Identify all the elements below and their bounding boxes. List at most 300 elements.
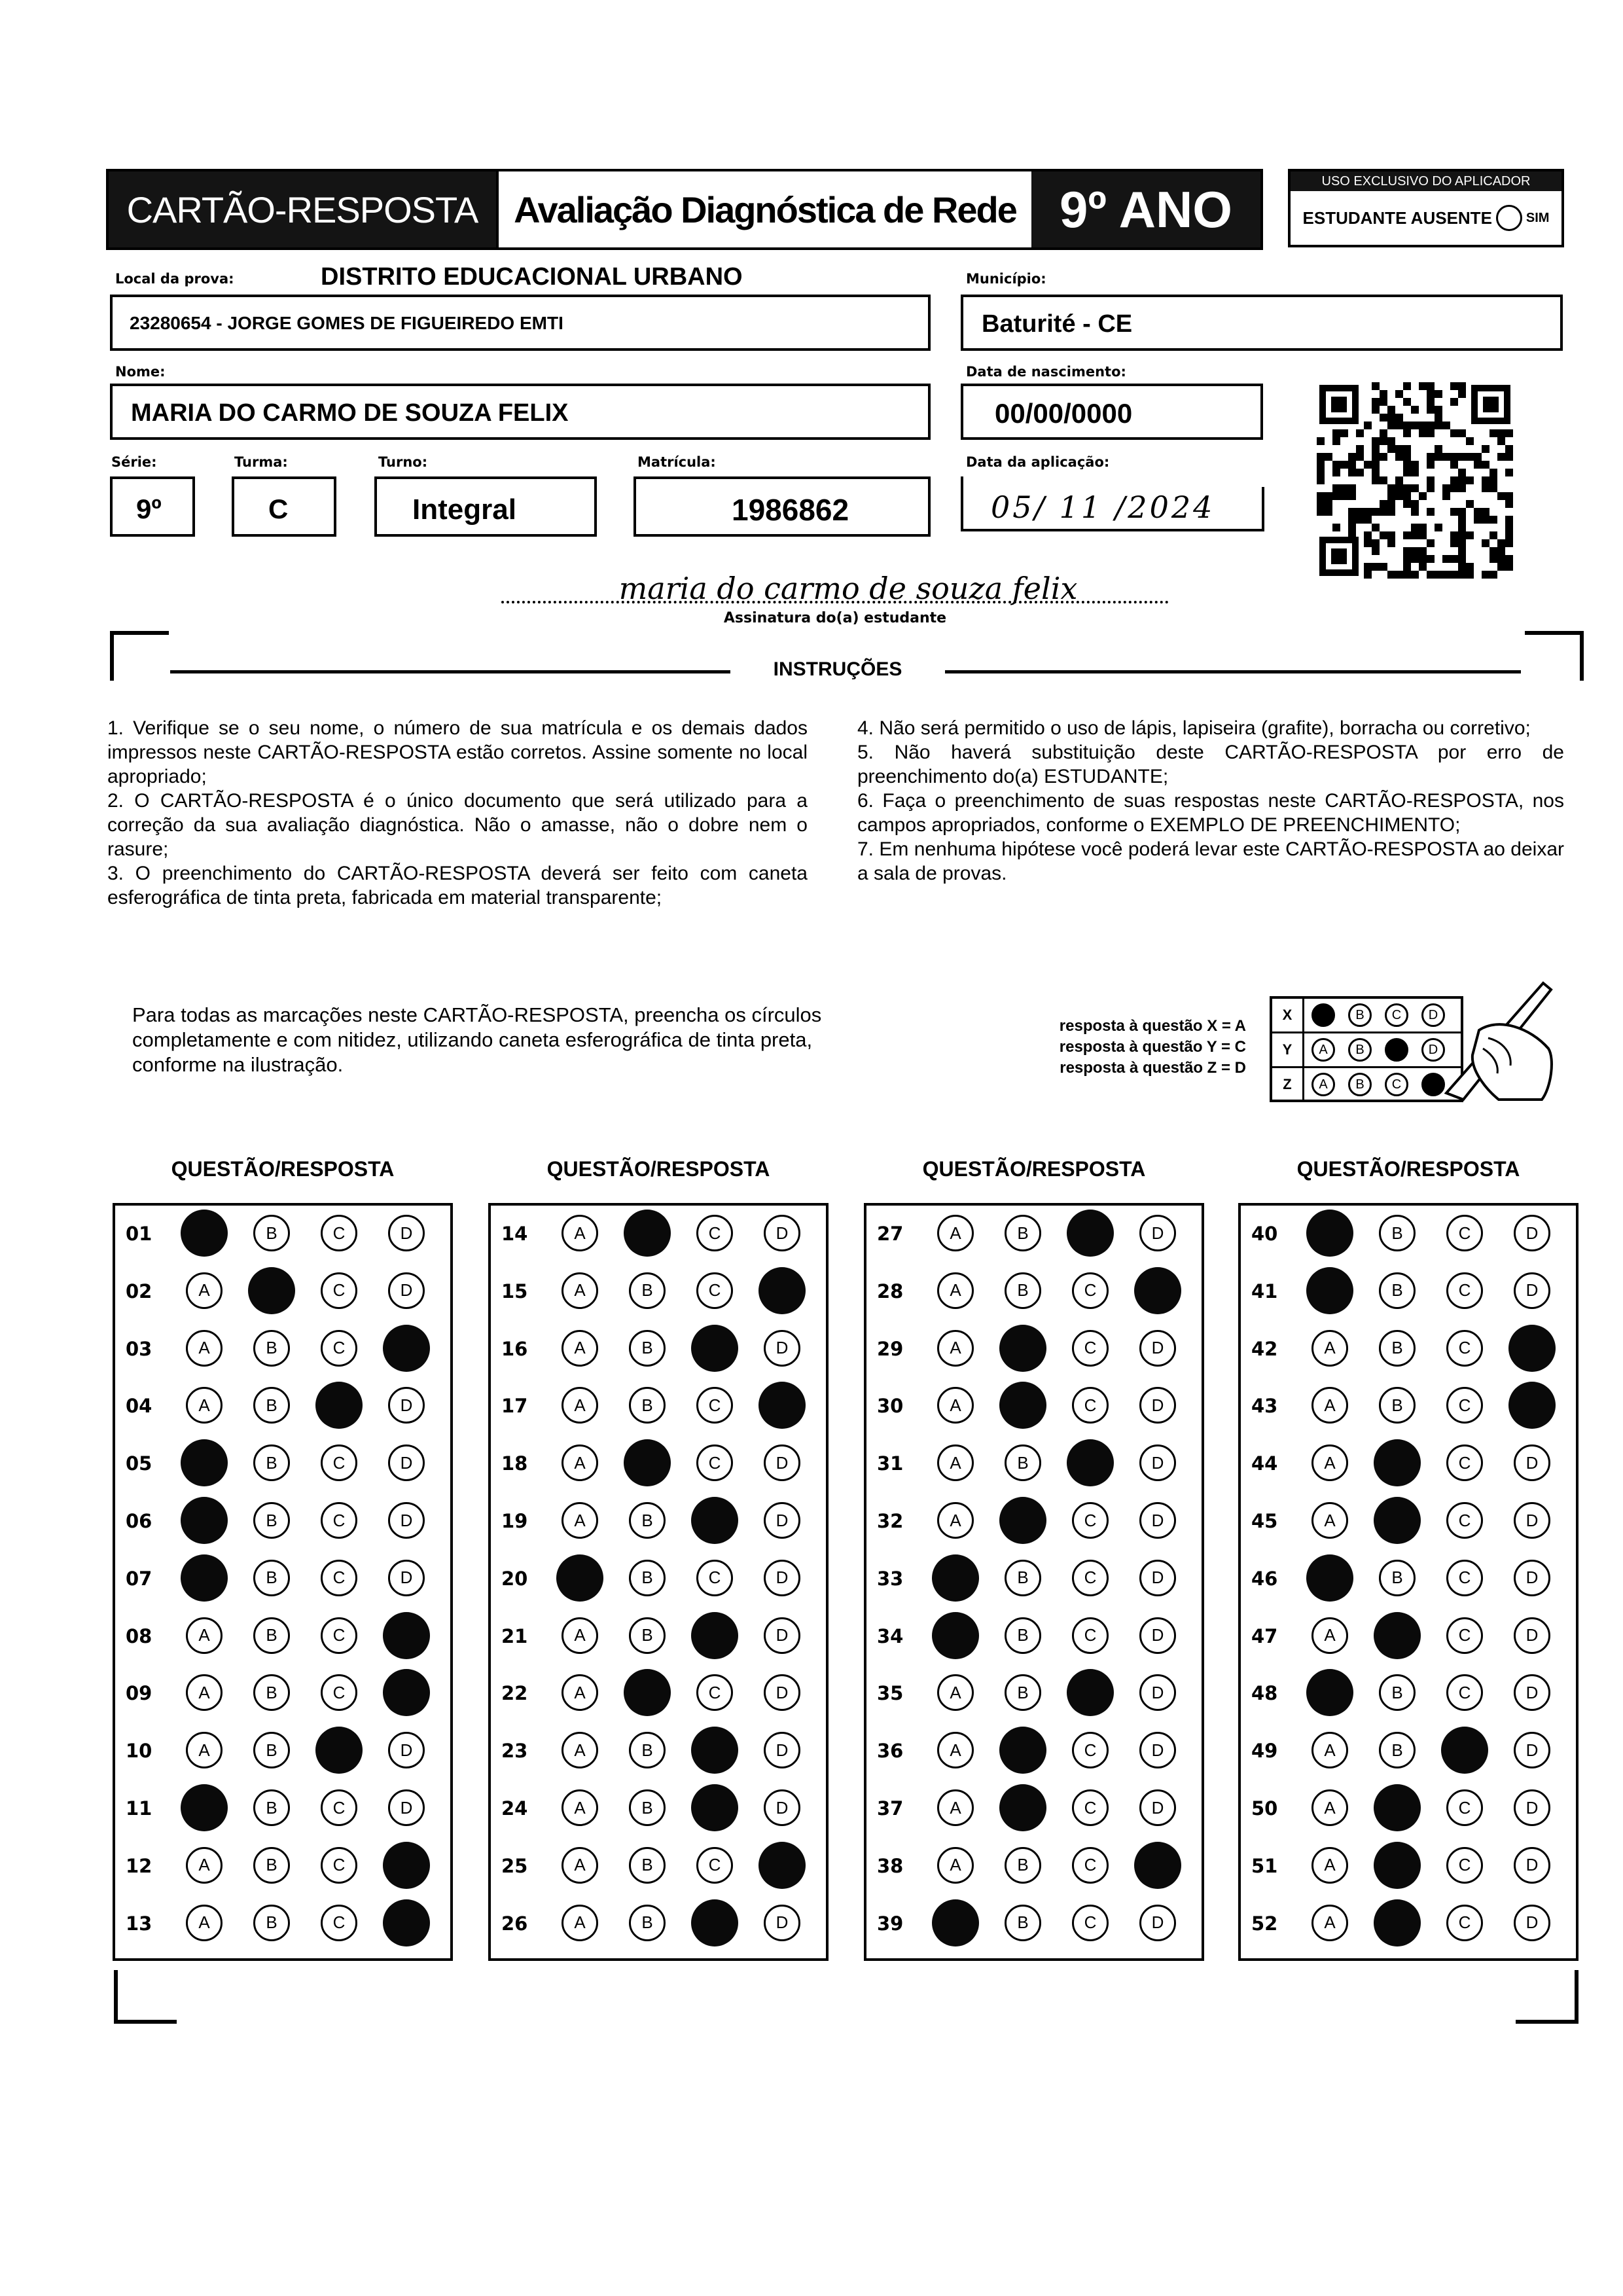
answer-bubble[interactable]: C xyxy=(1072,1789,1109,1826)
local-label: Local da prova: xyxy=(115,271,234,287)
answer-bubble[interactable]: D xyxy=(1139,1215,1176,1251)
aplicacao-value: 05/ 11 /2024 xyxy=(991,490,1215,525)
answer-bubble[interactable]: A xyxy=(562,1905,598,1941)
answer-bubble[interactable]: D xyxy=(1139,1560,1176,1596)
answer-bubble[interactable]: A xyxy=(937,1789,974,1826)
answer-bubble[interactable]: D xyxy=(1514,1732,1550,1768)
instruction-4: 4. Não será permitido o uso de lápis, lapiseira (grafite), borracha ou corretivo; xyxy=(857,717,1531,739)
answer-bubble[interactable]: C xyxy=(321,1560,357,1596)
answer-bubble[interactable]: B xyxy=(629,1617,666,1654)
answer-bubble[interactable] xyxy=(315,1382,363,1429)
answer-bubble[interactable]: A xyxy=(562,1215,598,1251)
answer-bubble[interactable] xyxy=(383,1325,430,1372)
answer-bubble[interactable]: B xyxy=(629,1905,666,1941)
answer-bubble[interactable]: D xyxy=(1514,1560,1550,1596)
question-number: 52 xyxy=(1251,1912,1278,1935)
answer-bubble[interactable] xyxy=(181,1784,228,1831)
pen-hand-icon xyxy=(1420,978,1558,1109)
answer-bubble[interactable]: D xyxy=(1514,1674,1550,1711)
answer-bubble[interactable]: B xyxy=(1005,1215,1041,1251)
serie-value: 9º xyxy=(136,493,162,524)
answer-bubble[interactable] xyxy=(1306,1267,1353,1314)
answer-bubble[interactable] xyxy=(1306,1210,1353,1257)
answer-bubble[interactable]: B xyxy=(1379,1330,1416,1367)
answer-bubble[interactable]: B xyxy=(1005,1444,1041,1481)
answer-bubble[interactable] xyxy=(999,1382,1046,1429)
answer-bubble[interactable]: D xyxy=(1139,1732,1176,1768)
answer-bubble[interactable]: C xyxy=(321,1617,357,1654)
answer-bubble[interactable]: D xyxy=(1139,1789,1176,1826)
answer-bubble[interactable]: D xyxy=(1514,1905,1550,1941)
absent-bubble[interactable] xyxy=(1496,205,1522,231)
answer-bubble[interactable]: B xyxy=(253,1905,290,1941)
answer-bubble[interactable] xyxy=(181,1210,228,1257)
answer-bubble[interactable]: B xyxy=(253,1330,290,1367)
grade-year: 9º ANO xyxy=(1031,171,1260,247)
corner-top-left xyxy=(110,631,169,681)
answer-bubble[interactable]: A xyxy=(937,1444,974,1481)
answer-bubble[interactable] xyxy=(1306,1669,1353,1716)
instruction-6: 6. Faça o preenchimento de suas respostas neste CARTÃO-RESPOSTA, nos campos apropriados, conforme o EXEMPLO DE PREENCHIMENTO; xyxy=(857,790,1564,836)
answer-bubble[interactable]: A xyxy=(562,1330,598,1367)
question-number: 51 xyxy=(1251,1854,1278,1877)
example-legend xyxy=(1031,1016,1246,1079)
question-number: 14 xyxy=(501,1223,528,1245)
answer-bubble[interactable]: C xyxy=(696,1674,733,1711)
question-number: 47 xyxy=(1251,1624,1278,1647)
answer-bubble[interactable] xyxy=(691,1784,738,1831)
nascimento-box xyxy=(961,384,1263,440)
answer-bubble[interactable]: C xyxy=(321,1330,357,1367)
answer-bubble[interactable] xyxy=(932,1899,979,1946)
turno-box xyxy=(374,476,597,537)
answer-bubble[interactable]: A xyxy=(562,1617,598,1654)
question-number: 23 xyxy=(501,1740,528,1763)
answer-bubble[interactable]: A xyxy=(562,1847,598,1884)
answer-bubble[interactable]: A xyxy=(186,1732,223,1768)
answer-bubble[interactable] xyxy=(932,1554,979,1602)
answer-bubble[interactable]: C xyxy=(1072,1560,1109,1596)
answer-bubble[interactable]: B xyxy=(629,1330,666,1367)
matricula-label: Matrícula: xyxy=(637,454,716,470)
answer-bubble[interactable]: B xyxy=(1379,1387,1416,1424)
answer-bubble[interactable]: B xyxy=(1379,1215,1416,1251)
corner-top-right xyxy=(1525,631,1584,681)
answer-bubble[interactable]: C xyxy=(1446,1272,1483,1309)
answer-bubble[interactable]: A xyxy=(937,1674,974,1711)
answer-bubble[interactable]: D xyxy=(764,1560,800,1596)
answer-bubble[interactable]: B xyxy=(253,1674,290,1711)
question-number: 45 xyxy=(1251,1510,1278,1532)
answer-bubble[interactable] xyxy=(758,1267,806,1314)
answer-bubble[interactable]: C xyxy=(1446,1330,1483,1367)
answer-bubble[interactable]: A xyxy=(937,1387,974,1424)
example-bubble xyxy=(1311,1003,1335,1027)
answer-bubble[interactable]: A xyxy=(562,1674,598,1711)
question-number: 32 xyxy=(877,1510,904,1532)
answer-bubble[interactable]: C xyxy=(1072,1502,1109,1539)
answer-bubble[interactable]: C xyxy=(321,1215,357,1251)
answer-bubble[interactable]: B xyxy=(1379,1732,1416,1768)
answer-bubble[interactable]: C xyxy=(1446,1617,1483,1654)
answer-bubble[interactable]: D xyxy=(764,1789,800,1826)
question-number: 15 xyxy=(501,1280,528,1302)
example-legend-z: resposta à questão Z = D xyxy=(1060,1059,1246,1077)
answer-bubble[interactable]: A xyxy=(562,1502,598,1539)
example-bubble: C xyxy=(1385,1003,1408,1027)
answer-bubble[interactable]: B xyxy=(253,1387,290,1424)
answer-bubble[interactable]: A xyxy=(1311,1617,1348,1654)
answer-bubble[interactable] xyxy=(383,1899,430,1946)
answer-bubble[interactable]: C xyxy=(696,1387,733,1424)
answer-bubble[interactable]: A xyxy=(562,1732,598,1768)
local-school-box xyxy=(110,295,931,351)
corner-bottom-left xyxy=(114,1970,177,2024)
answer-bubble[interactable]: A xyxy=(562,1444,598,1481)
answer-bubble[interactable] xyxy=(999,1727,1046,1774)
answer-bubble[interactable]: A xyxy=(186,1905,223,1941)
answer-bubble[interactable]: D xyxy=(1514,1215,1550,1251)
answer-bubble[interactable]: A xyxy=(937,1502,974,1539)
answer-bubble[interactable] xyxy=(1067,1669,1114,1716)
answer-bubble[interactable]: B xyxy=(1005,1617,1041,1654)
answer-bubble[interactable]: D xyxy=(1514,1444,1550,1481)
answer-bubble[interactable]: D xyxy=(388,1215,425,1251)
answer-bubble[interactable]: C xyxy=(1446,1905,1483,1941)
answer-bubble[interactable] xyxy=(1374,1439,1421,1486)
answer-bubble[interactable]: D xyxy=(764,1330,800,1367)
answer-bubble[interactable]: B xyxy=(253,1732,290,1768)
question-number: 24 xyxy=(501,1797,528,1820)
question-number: 05 xyxy=(126,1452,152,1475)
matricula-box xyxy=(633,476,931,537)
answer-bubble[interactable]: C xyxy=(1446,1560,1483,1596)
question-number: 50 xyxy=(1251,1797,1278,1820)
answer-bubble[interactable]: B xyxy=(629,1272,666,1309)
nome-value: MARIA DO CARMO DE SOUZA FELIX xyxy=(131,399,569,427)
answer-bubble[interactable] xyxy=(691,1899,738,1946)
answer-bubble[interactable]: B xyxy=(253,1560,290,1596)
instructions-left xyxy=(107,716,808,910)
question-number: 39 xyxy=(877,1912,904,1935)
answer-bubble[interactable]: B xyxy=(1379,1560,1416,1596)
example-legend-y: resposta à questão Y = C xyxy=(1059,1038,1246,1056)
header-bar xyxy=(106,169,1263,250)
answer-bubble[interactable] xyxy=(1134,1842,1181,1889)
answer-bubble[interactable]: C xyxy=(1446,1789,1483,1826)
answer-bubble[interactable]: D xyxy=(1139,1674,1176,1711)
column-title: QUESTÃO/RESPOSTA xyxy=(171,1157,395,1181)
question-number: 16 xyxy=(501,1337,528,1360)
answer-bubble[interactable]: D xyxy=(764,1674,800,1711)
answer-bubble[interactable]: D xyxy=(1514,1502,1550,1539)
answer-bubble[interactable]: D xyxy=(764,1215,800,1251)
question-number: 12 xyxy=(126,1854,152,1877)
question-number: 20 xyxy=(501,1567,528,1590)
answer-bubble[interactable] xyxy=(691,1325,738,1372)
answer-bubble[interactable]: A xyxy=(562,1272,598,1309)
answer-bubble[interactable] xyxy=(1508,1325,1556,1372)
answer-bubble[interactable]: C xyxy=(1072,1617,1109,1654)
instructions-heading: INSTRUÇÕES xyxy=(773,658,902,680)
answer-bubble[interactable]: D xyxy=(1139,1387,1176,1424)
answer-bubble[interactable] xyxy=(624,1439,671,1486)
applicator-heading: USO EXCLUSIVO DO APLICADOR xyxy=(1291,171,1561,191)
answer-bubble[interactable]: B xyxy=(629,1387,666,1424)
answer-bubble[interactable]: A xyxy=(937,1732,974,1768)
turma-label: Turma: xyxy=(234,454,288,470)
signature-label: Assinatura do(a) estudante xyxy=(723,610,947,626)
answer-bubble[interactable] xyxy=(1067,1439,1114,1486)
answer-bubble[interactable]: D xyxy=(388,1502,425,1539)
turno-value: Integral xyxy=(412,493,516,526)
qr-code xyxy=(1317,382,1513,579)
answer-bubble[interactable]: C xyxy=(1446,1674,1483,1711)
instruction-7: 7. Em nenhuma hipótese você poderá levar este CARTÃO-RESPOSTA ao deixar a sala de provas. xyxy=(857,838,1564,884)
instruction-2: 2. O CARTÃO-RESPOSTA é o único documento que será utilizado para a correção da sua avaliação diagnóstica. Não o amasse, não o dobre nem o rasure; xyxy=(107,790,808,860)
answer-bubble[interactable]: C xyxy=(1072,1847,1109,1884)
answer-bubble[interactable] xyxy=(181,1554,228,1602)
example-row-label: Z xyxy=(1272,1068,1304,1101)
answer-bubble[interactable] xyxy=(1374,1784,1421,1831)
answer-bubble[interactable]: A xyxy=(1311,1732,1348,1768)
answer-bubble[interactable] xyxy=(691,1727,738,1774)
answer-bubble[interactable] xyxy=(932,1612,979,1659)
answer-bubble[interactable]: A xyxy=(186,1387,223,1424)
answer-bubble[interactable]: D xyxy=(1139,1330,1176,1367)
evaluation-title: Avaliação Diagnóstica de Rede xyxy=(496,171,1031,247)
answer-bubble[interactable]: B xyxy=(253,1502,290,1539)
question-number: 25 xyxy=(501,1854,528,1877)
nome-label: Nome: xyxy=(115,364,166,380)
answer-bubble[interactable] xyxy=(624,1210,671,1257)
answer-bubble[interactable] xyxy=(315,1727,363,1774)
instructions-rule-right xyxy=(945,670,1521,673)
question-number: 42 xyxy=(1251,1337,1278,1360)
answer-bubble[interactable]: D xyxy=(1139,1444,1176,1481)
answer-bubble[interactable] xyxy=(556,1554,603,1602)
answer-bubble[interactable]: C xyxy=(1072,1387,1109,1424)
aplicacao-label: Data da aplicação: xyxy=(966,454,1110,470)
answer-bubble[interactable] xyxy=(999,1497,1046,1544)
marking-note: Para todas as marcações neste CARTÃO-RESPOSTA, preencha os círculos completamente e com nitidez, utilizando caneta esferográfica de tinta preta, conforme na ilustração. xyxy=(132,1003,822,1076)
applicator-box xyxy=(1288,169,1564,247)
answer-bubble[interactable]: D xyxy=(1139,1617,1176,1654)
signature-line xyxy=(501,601,1169,603)
signature-handwritten: maria do carmo de souza felix xyxy=(618,571,1078,606)
answer-bubble[interactable] xyxy=(1374,1899,1421,1946)
answer-bubble[interactable]: A xyxy=(1311,1387,1348,1424)
answer-bubble[interactable]: A xyxy=(186,1330,223,1367)
aplicacao-box xyxy=(961,476,1263,531)
question-number: 44 xyxy=(1251,1452,1278,1475)
instructions-rule-left xyxy=(170,670,730,673)
answer-bubble[interactable] xyxy=(248,1267,295,1314)
question-number: 07 xyxy=(126,1567,152,1590)
answer-bubble[interactable]: A xyxy=(562,1387,598,1424)
answer-bubble[interactable] xyxy=(999,1325,1046,1372)
answer-bubble[interactable]: B xyxy=(1005,1674,1041,1711)
question-number: 27 xyxy=(877,1223,904,1245)
answer-bubble[interactable]: B xyxy=(629,1560,666,1596)
answer-bubble[interactable]: C xyxy=(1072,1330,1109,1367)
answer-bubble[interactable]: A xyxy=(186,1272,223,1309)
column-title: QUESTÃO/RESPOSTA xyxy=(1296,1157,1520,1181)
example-bubble: A xyxy=(1311,1073,1335,1096)
answer-bubble[interactable] xyxy=(1067,1210,1114,1257)
answer-bubble[interactable]: D xyxy=(388,1560,425,1596)
answer-bubble[interactable] xyxy=(1306,1554,1353,1602)
example-bubble: B xyxy=(1348,1003,1372,1027)
answer-bubble[interactable]: B xyxy=(1005,1847,1041,1884)
answer-bubble[interactable] xyxy=(1134,1267,1181,1314)
answer-bubble[interactable]: B xyxy=(253,1789,290,1826)
answer-bubble[interactable]: A xyxy=(562,1789,598,1826)
answer-bubble[interactable]: A xyxy=(186,1847,223,1884)
question-number: 17 xyxy=(501,1395,528,1418)
answer-bubble[interactable]: C xyxy=(1072,1905,1109,1941)
instruction-1: 1. Verifique se o seu nome, o número de sua matrícula e os demais dados impressos neste CARTÃO-RESPOSTA estão corretos. Assine somente no local apropriado; xyxy=(107,717,808,787)
answer-bubble[interactable]: B xyxy=(253,1847,290,1884)
answer-bubble[interactable]: A xyxy=(1311,1789,1348,1826)
answer-bubble[interactable]: D xyxy=(1514,1617,1550,1654)
question-number: 37 xyxy=(877,1797,904,1820)
answer-bubble[interactable]: C xyxy=(1446,1444,1483,1481)
absent-label: ESTUDANTE AUSENTE xyxy=(1302,207,1492,228)
answer-bubble[interactable] xyxy=(1508,1382,1556,1429)
question-number: 19 xyxy=(501,1510,528,1532)
answer-bubble[interactable]: D xyxy=(388,1789,425,1826)
answer-bubble[interactable] xyxy=(758,1842,806,1889)
answer-bubble[interactable]: B xyxy=(1379,1272,1416,1309)
answer-bubble[interactable]: C xyxy=(1446,1215,1483,1251)
answer-bubble[interactable]: D xyxy=(764,1905,800,1941)
answer-bubble[interactable]: A xyxy=(1311,1905,1348,1941)
example-bubble: D xyxy=(1421,1038,1445,1062)
answer-bubble[interactable]: B xyxy=(629,1789,666,1826)
serie-label: Série: xyxy=(111,454,157,470)
question-number: 41 xyxy=(1251,1280,1278,1302)
answer-bubble[interactable]: B xyxy=(253,1215,290,1251)
answer-bubble[interactable] xyxy=(383,1612,430,1659)
question-number: 01 xyxy=(126,1223,152,1245)
municipio-label: Município: xyxy=(966,271,1046,287)
answer-bubble[interactable]: C xyxy=(1446,1502,1483,1539)
answer-bubble[interactable]: A xyxy=(1311,1330,1348,1367)
answer-bubble[interactable]: A xyxy=(1311,1502,1348,1539)
answer-bubble[interactable]: D xyxy=(388,1444,425,1481)
answer-bubble[interactable]: B xyxy=(629,1732,666,1768)
answer-bubble[interactable]: D xyxy=(764,1444,800,1481)
answer-bubble[interactable] xyxy=(691,1612,738,1659)
answer-bubble[interactable]: C xyxy=(696,1444,733,1481)
answer-bubble[interactable]: C xyxy=(321,1789,357,1826)
question-number: 11 xyxy=(126,1797,152,1820)
answer-bubble[interactable]: D xyxy=(764,1502,800,1539)
question-number: 38 xyxy=(877,1854,904,1877)
question-number: 04 xyxy=(126,1395,152,1418)
answer-bubble[interactable] xyxy=(691,1497,738,1544)
question-number: 49 xyxy=(1251,1740,1278,1763)
answer-bubble[interactable]: C xyxy=(696,1272,733,1309)
answer-bubble[interactable]: B xyxy=(1005,1905,1041,1941)
answer-bubble[interactable]: C xyxy=(1072,1272,1109,1309)
answer-bubble[interactable] xyxy=(1441,1727,1488,1774)
answer-bubble[interactable]: C xyxy=(1072,1732,1109,1768)
answer-bubble[interactable]: B xyxy=(253,1617,290,1654)
answer-bubble[interactable]: C xyxy=(696,1560,733,1596)
answer-bubble[interactable]: D xyxy=(1514,1847,1550,1884)
answer-bubble[interactable]: C xyxy=(321,1502,357,1539)
answer-bubble[interactable]: C xyxy=(696,1215,733,1251)
question-number: 22 xyxy=(501,1682,528,1705)
answer-bubble[interactable]: D xyxy=(764,1732,800,1768)
answer-bubble[interactable]: A xyxy=(186,1617,223,1654)
answer-bubble[interactable]: D xyxy=(388,1272,425,1309)
answer-bubble[interactable]: C xyxy=(321,1847,357,1884)
answer-bubble[interactable]: A xyxy=(937,1330,974,1367)
answer-bubble[interactable]: C xyxy=(321,1272,357,1309)
answer-bubble[interactable]: B xyxy=(1379,1674,1416,1711)
answer-bubble[interactable]: B xyxy=(1005,1560,1041,1596)
answer-bubble[interactable]: C xyxy=(1446,1847,1483,1884)
answer-bubble[interactable]: C xyxy=(1446,1387,1483,1424)
answer-bubble[interactable] xyxy=(1374,1842,1421,1889)
answer-bubble[interactable]: D xyxy=(1139,1502,1176,1539)
local-school: 23280654 - JORGE GOMES DE FIGUEIREDO EMTI xyxy=(130,313,563,333)
answer-bubble[interactable] xyxy=(181,1439,228,1486)
example-bubble: C xyxy=(1385,1073,1408,1096)
answer-bubble[interactable]: A xyxy=(937,1847,974,1884)
answer-bubble[interactable]: C xyxy=(321,1444,357,1481)
answer-bubble[interactable]: A xyxy=(937,1272,974,1309)
example-row-label: X xyxy=(1272,999,1304,1031)
answer-bubble[interactable] xyxy=(1374,1497,1421,1544)
answer-bubble[interactable]: C xyxy=(696,1847,733,1884)
answer-bubble[interactable]: D xyxy=(1514,1789,1550,1826)
answer-bubble[interactable] xyxy=(181,1497,228,1544)
question-number: 48 xyxy=(1251,1682,1278,1705)
answer-bubble[interactable] xyxy=(383,1669,430,1716)
answer-bubble[interactable]: B xyxy=(629,1847,666,1884)
answer-bubble[interactable]: B xyxy=(629,1502,666,1539)
answer-bubble[interactable]: B xyxy=(1005,1272,1041,1309)
answer-bubble[interactable]: D xyxy=(388,1387,425,1424)
answer-bubble[interactable] xyxy=(624,1669,671,1716)
answer-bubble[interactable]: D xyxy=(764,1617,800,1654)
answer-bubble[interactable]: D xyxy=(388,1732,425,1768)
answer-bubble[interactable]: A xyxy=(1311,1847,1348,1884)
answer-bubble[interactable]: A xyxy=(1311,1444,1348,1481)
answer-bubble[interactable]: C xyxy=(321,1674,357,1711)
corner-bottom-right xyxy=(1516,1970,1578,2024)
example-bubble: D xyxy=(1421,1003,1445,1027)
answer-bubble[interactable] xyxy=(383,1842,430,1889)
answer-bubble[interactable] xyxy=(999,1784,1046,1831)
answer-bubble[interactable] xyxy=(1374,1612,1421,1659)
answer-bubble[interactable]: B xyxy=(253,1444,290,1481)
answer-bubble[interactable]: D xyxy=(1139,1905,1176,1941)
example-bubble: B xyxy=(1348,1038,1372,1062)
answer-bubble[interactable]: D xyxy=(1514,1272,1550,1309)
question-number: 43 xyxy=(1251,1395,1278,1418)
answer-bubble[interactable] xyxy=(758,1382,806,1429)
answer-bubble[interactable]: C xyxy=(321,1905,357,1941)
answer-bubble[interactable]: A xyxy=(186,1674,223,1711)
answer-bubble[interactable]: A xyxy=(937,1215,974,1251)
question-number: 08 xyxy=(126,1624,152,1647)
turma-value: C xyxy=(268,493,289,524)
